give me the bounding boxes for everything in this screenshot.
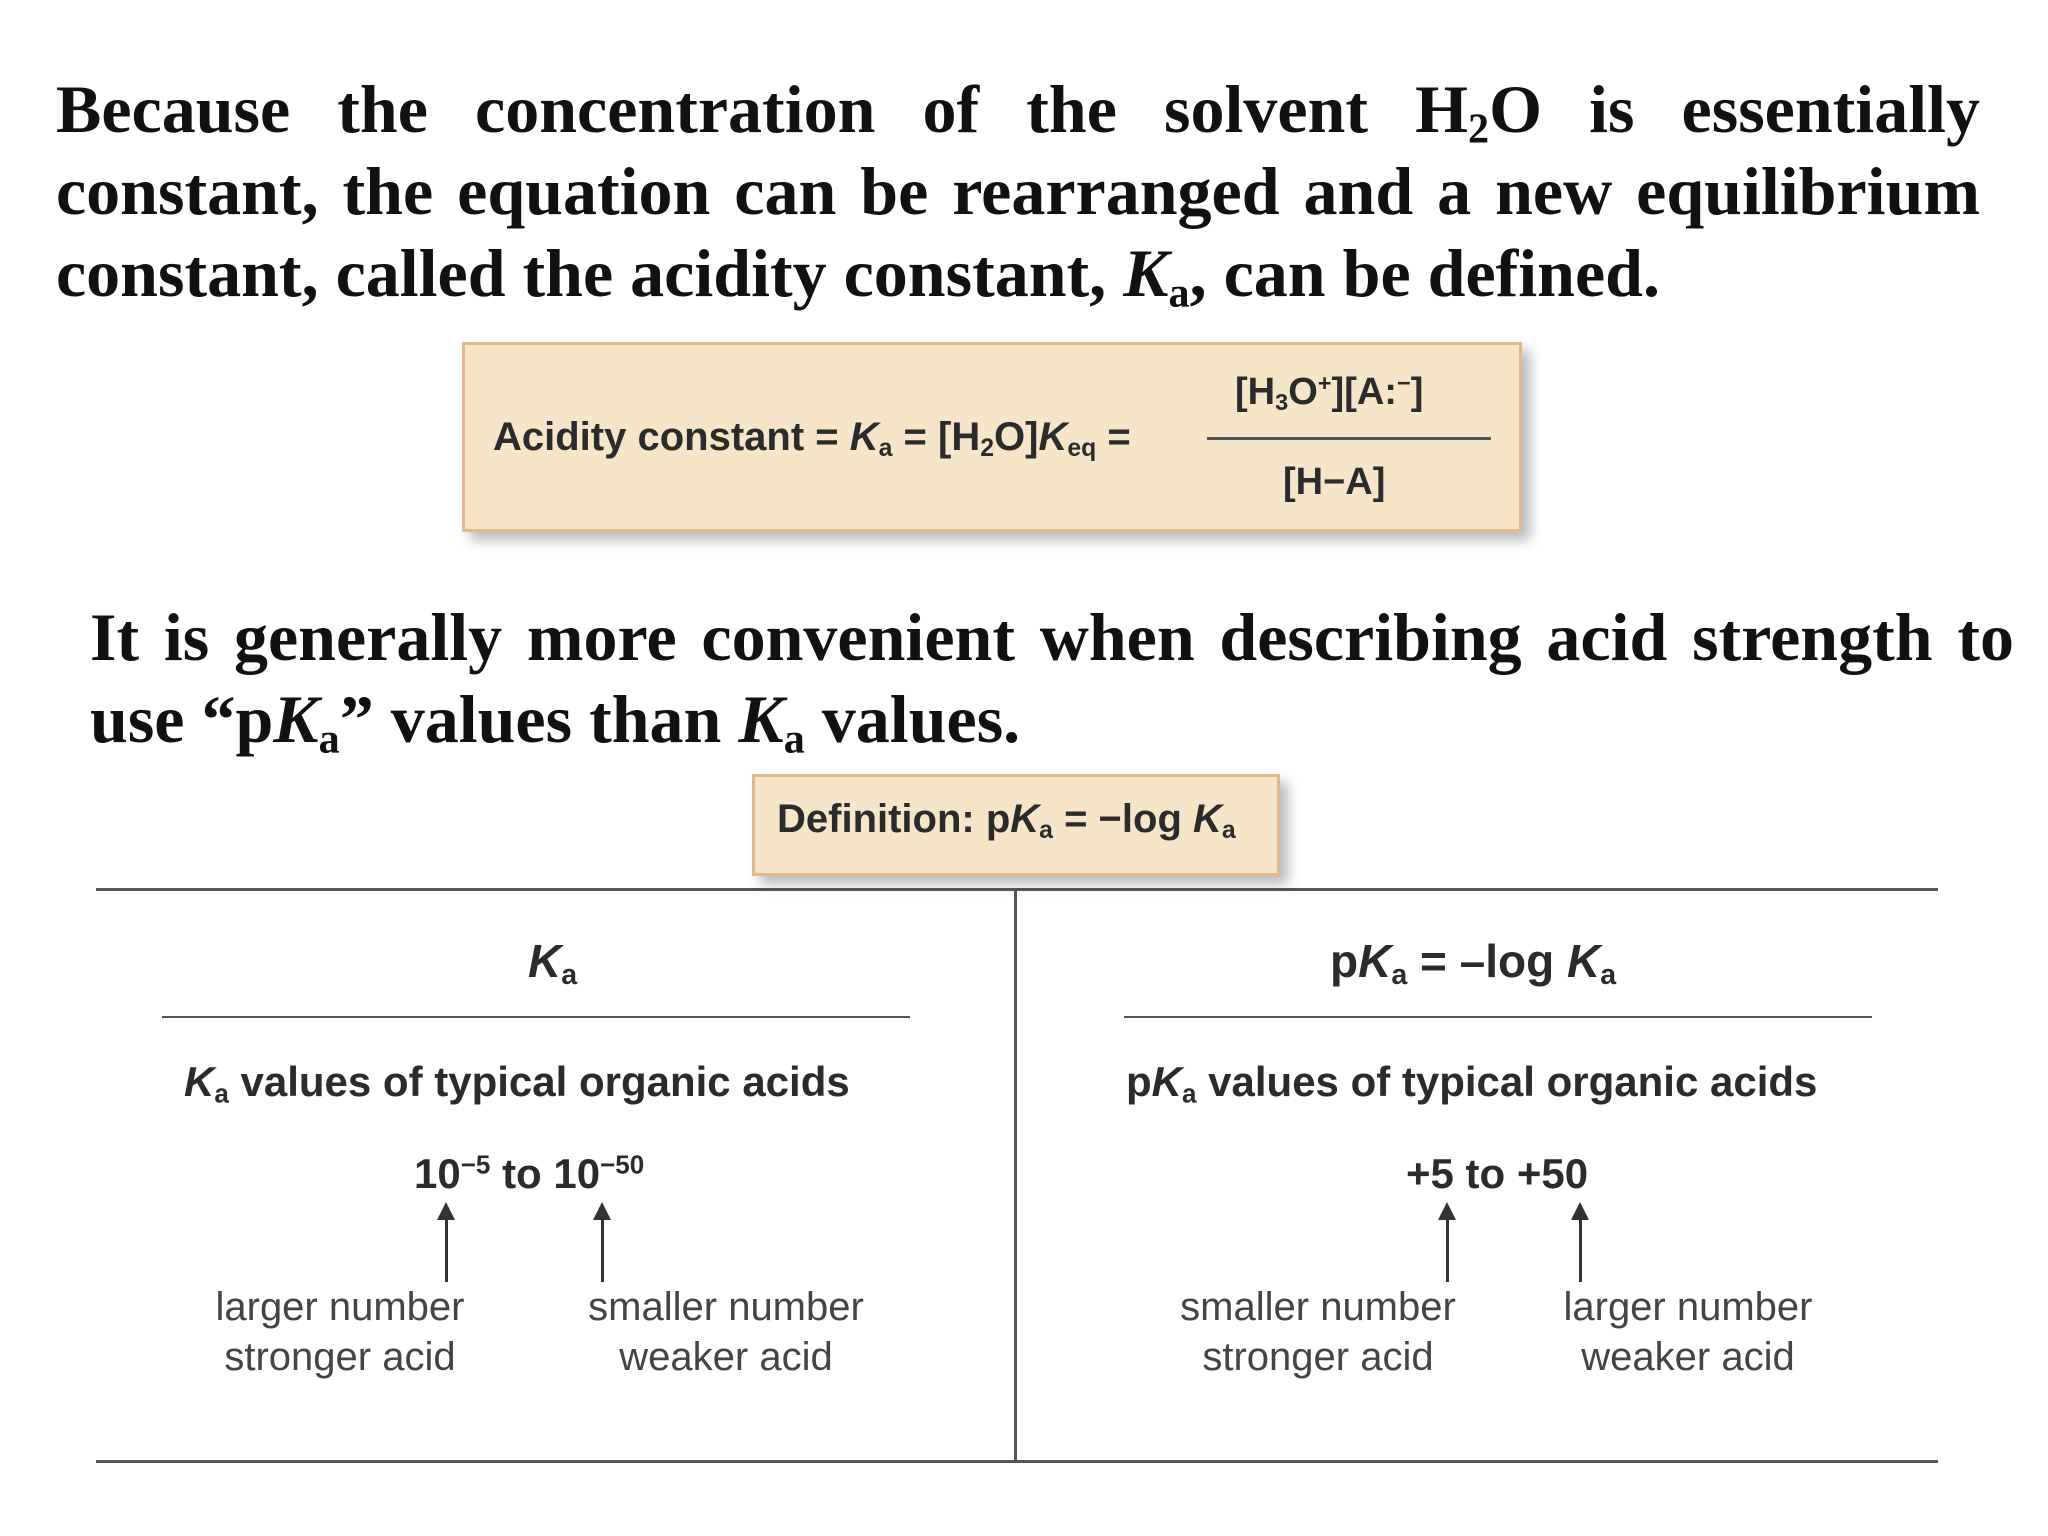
left-label-weaker: smaller number weaker acid: [588, 1285, 864, 1379]
intro-paragraph: [56, 68, 1980, 317]
fraction-numerator: $[H_3O^+][A:^-]$: [1235, 370, 1424, 415]
up-arrow-icon: [601, 1216, 604, 1282]
right-label-stronger: smaller number stronger acid: [1180, 1285, 1456, 1379]
right-label-weaker: larger number weaker acid: [1563, 1285, 1813, 1379]
pka-range: +5 to +50: [1406, 1150, 1589, 1197]
ka-range: $10^{-5}$ to $10^{-50}$: [414, 1149, 645, 1197]
definition-text: Definition: $pK_a = -\log$ $K_a$: [777, 797, 1236, 845]
left-label-stronger: larger number stronger acid: [215, 1285, 465, 1379]
fraction-denominator: [H−A]: [1283, 461, 1386, 503]
intro-line-1: Because the concentration of the solvent $H_2O$ is essentially: [56, 71, 1980, 153]
left-column-header: $K_a$: [528, 935, 578, 992]
fraction-bar: [1207, 437, 1491, 440]
table-bottom-rule: [96, 1460, 1938, 1463]
up-arrow-icon: [1579, 1216, 1582, 1282]
intro-line-2: constant, the equation can be rearranged and a new equilibrium: [56, 153, 1980, 229]
equation-left-side: Acidity constant = $K_a = [H_2O]K_{eq}$ =: [493, 415, 1131, 463]
left-header-rule: [162, 1016, 910, 1018]
right-subtitle: $pK_a$ values of typical organic acids: [1126, 1058, 1818, 1109]
pka-paragraph: [90, 596, 2014, 763]
up-arrow-icon: [445, 1216, 448, 1282]
right-column-header: $pK_a = -\log$ $K_a$: [1330, 935, 1617, 992]
right-header-rule: [1124, 1016, 1872, 1018]
pka-line-1: It is generally more convenient when describing acid strength to: [90, 599, 2014, 675]
table-column-divider: [1014, 890, 1017, 1460]
pka-definition-box: [752, 774, 1280, 876]
intro-line-3: constant, called the acidity constant, $K_a$, can be defined.: [56, 235, 1660, 317]
left-subtitle: $K_a$ values of typical organic acids: [184, 1058, 850, 1109]
pka-line-2: use “$pK_a$” values than $K_a$ values.: [90, 681, 1021, 763]
up-arrow-icon: [1446, 1216, 1449, 1282]
table-top-rule: [96, 888, 1938, 891]
acidity-constant-equation-box: [462, 342, 1522, 532]
